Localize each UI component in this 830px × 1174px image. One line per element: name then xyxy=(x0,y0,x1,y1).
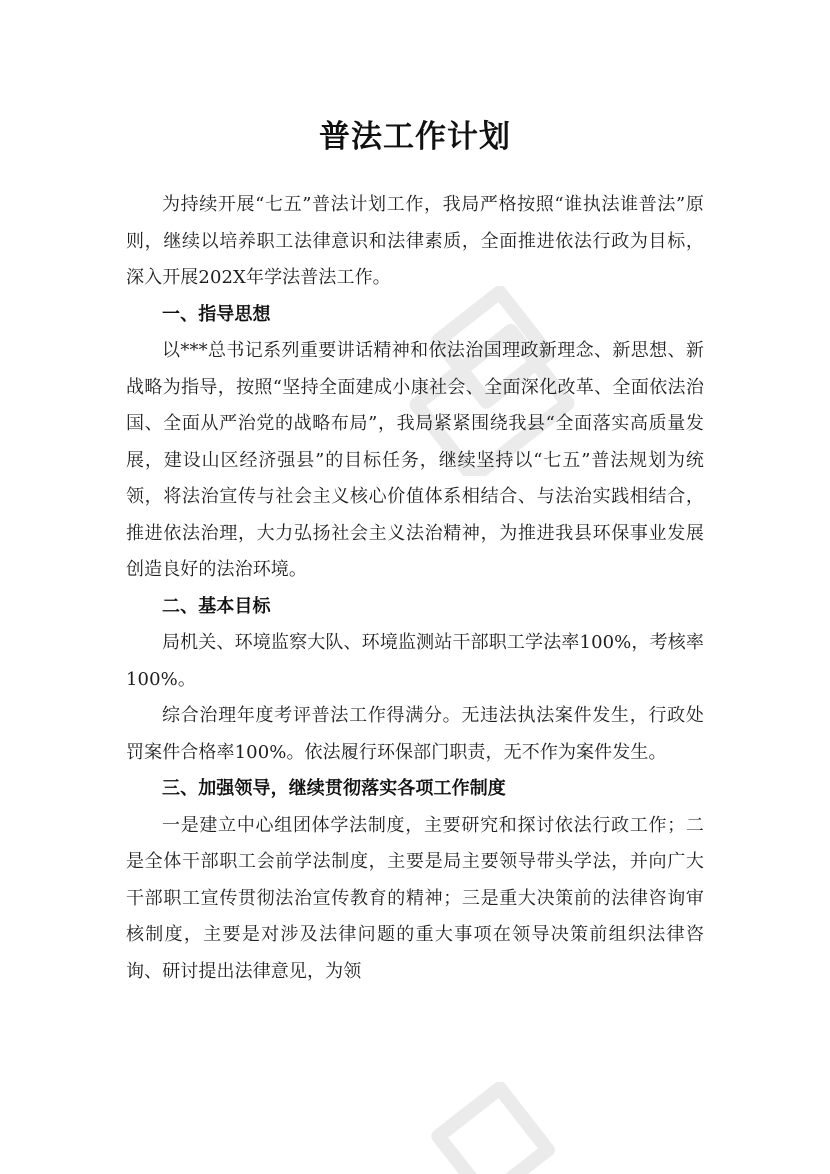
basic-goals-paragraph-2: 综合治理年度考评普法工作得满分。无违法执法案件发生，行政处罚案件合格率100%。依法履行环保部门职责，无不作为案件发生。 xyxy=(126,705,704,763)
document-title: 普法工作计划 xyxy=(319,119,511,155)
watermark-logo-icon xyxy=(392,1082,592,1174)
document-body xyxy=(126,187,704,990)
leadership-paragraph: 一是建立中心组团体学法制度，主要研究和探讨依法行政工作；二是全体干部职工会前学法制度，主要是局主要领导带头学法，并向广大干部职工宣传贯彻法治宣传教育的精神；三是重大决策前的法律咨询审核制度，主要是对涉及法律问题的重大事项在领导决策前组织法律咨询、研讨提出法律意见，为领 xyxy=(126,814,704,982)
basic-goals-paragraph-1: 局机关、环境监察大队、环境监测站干部职工学法率100%，考核率100%。 xyxy=(126,632,704,690)
guiding-ideology-paragraph: 以***总书记系列重要讲话精神和依法治国理政新理念、新思想、新战略为指导，按照“坚持全面建成小康社会、全面深化改革、全面依法治国、全面从严治党的战略布局”，我局紧紧围绕我县“全面落实高质量发展，建设山区经济强县”的目标任务，继续坚持以“七五”普法规划为统领，将法治宣传与社会主义核心价值体系相结合、与法治实践相结合，推进依法治理，大力弘扬社会主义法治精神，为推进我县环保事业发展创造良好的法治环境。 xyxy=(126,340,704,580)
section-heading-guiding-ideology: 一、指导思想 xyxy=(162,303,271,325)
section-heading-leadership: 三、加强领导，继续贯彻落实各项工作制度 xyxy=(162,778,506,799)
section-heading-basic-goals: 二、基本目标 xyxy=(162,595,271,617)
intro-paragraph: 为持续开展“七五”普法计划工作，我局严格按照“谁执法谁普法”原则，继续以培养职工法律意识和法律素质，全面推进依法行政为目标，深入开展202X年学法普法工作。 xyxy=(126,194,704,288)
